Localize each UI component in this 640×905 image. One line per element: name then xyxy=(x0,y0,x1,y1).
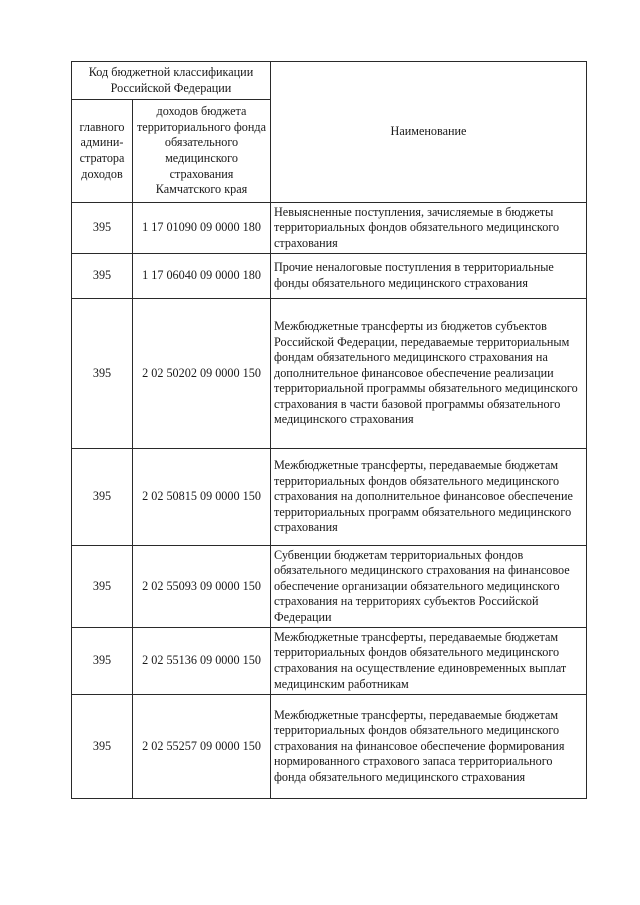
table-row xyxy=(72,449,587,546)
header-row-top xyxy=(72,62,587,100)
income-name-cell: Межбюджетные трансферты, передаваемые бюджетам территориальных фондов обязательного медицинского страхования на дополнительное финансовое обеспечение территориальных программ обязательного медицинского страхования xyxy=(271,449,587,546)
income-code-cell: 2 02 50815 09 0000 150 xyxy=(133,449,271,546)
table-row xyxy=(72,546,587,628)
table-row xyxy=(72,628,587,695)
table-row xyxy=(72,254,587,299)
header-admin-column: главного админи-стратора доходов xyxy=(72,100,133,203)
admin-code-cell: 395 xyxy=(72,203,133,254)
income-code-cell: 2 02 50202 09 0000 150 xyxy=(133,299,271,449)
admin-code-cell: 395 xyxy=(72,254,133,299)
header-name-column: Наименование xyxy=(271,62,587,203)
income-code-cell: 2 02 55257 09 0000 150 xyxy=(133,695,271,799)
table-row xyxy=(72,695,587,799)
income-code-cell: 2 02 55136 09 0000 150 xyxy=(133,628,271,695)
table-row xyxy=(72,299,587,449)
admin-code-cell: 395 xyxy=(72,546,133,628)
income-code-cell: 1 17 06040 09 0000 180 xyxy=(133,254,271,299)
income-name-cell: Прочие неналоговые поступления в территориальные фонды обязательного медицинского страхования xyxy=(271,254,587,299)
admin-code-cell: 395 xyxy=(72,449,133,546)
table-row xyxy=(72,203,587,254)
income-name-cell: Межбюджетные трансферты из бюджетов субъектов Российской Федерации, передаваемые территориальным фондам обязательного медицинского страхования на дополнительное финансовое обеспечение реализации территориальной программы обязательного медицинского страхования в части базовой программы обязательного медицинского страхования xyxy=(271,299,587,449)
admin-code-cell: 395 xyxy=(72,628,133,695)
header-group-title: Код бюджетной классификации Российской Федерации xyxy=(72,62,271,100)
admin-code-cell: 395 xyxy=(72,299,133,449)
income-name-cell: Невыясненные поступления, зачисляемые в бюджеты территориальных фондов обязательного медицинского страхования xyxy=(271,203,587,254)
header-code-column: доходов бюджета территориального фонда обязательного медицинского страхования Камчатского края xyxy=(133,100,271,203)
income-code-cell: 1 17 01090 09 0000 180 xyxy=(133,203,271,254)
admin-code-cell: 395 xyxy=(72,695,133,799)
income-name-cell: Субвенции бюджетам территориальных фондов обязательного медицинского страхования на финансовое обеспечение организации обязательного медицинского страхования на территориях субъектов Российской Федерации xyxy=(271,546,587,628)
income-name-cell: Межбюджетные трансферты, передаваемые бюджетам территориальных фондов обязательного медицинского страхования на осуществление единовременных выплат медицинским работникам xyxy=(271,628,587,695)
budget-classification-table xyxy=(71,61,587,799)
income-code-cell: 2 02 55093 09 0000 150 xyxy=(133,546,271,628)
income-name-cell: Межбюджетные трансферты, передаваемые бюджетам территориальных фондов обязательного медицинского страхования на финансовое обеспечение формирования нормированного страхового запаса территориального фонда обязательного медицинского страхования xyxy=(271,695,587,799)
